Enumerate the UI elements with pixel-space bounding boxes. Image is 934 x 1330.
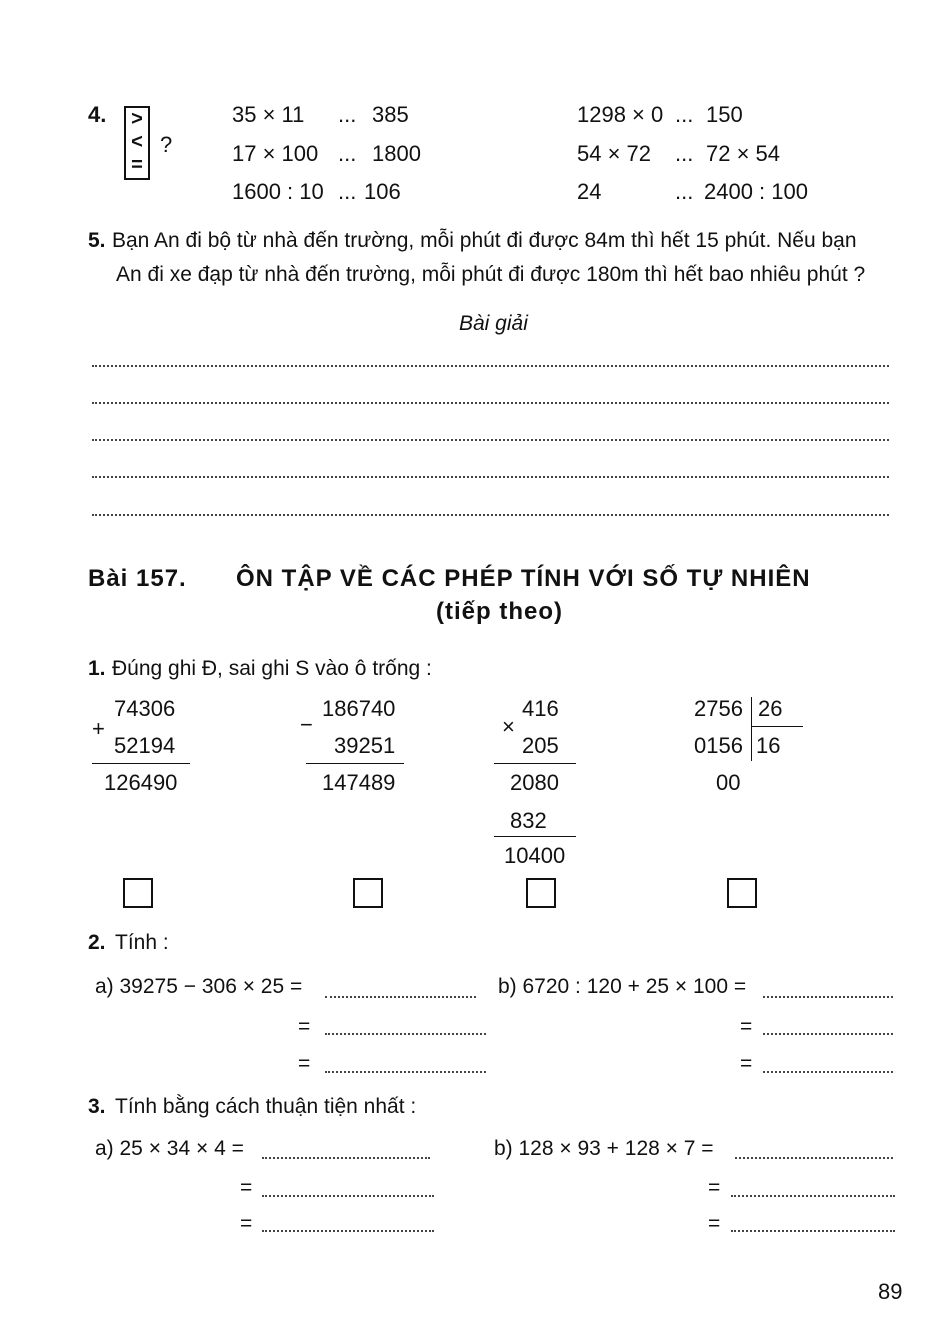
division-step: 0156	[694, 733, 743, 758]
ex4-left-b-2: 1800	[372, 141, 421, 166]
answer-line[interactable]	[92, 365, 889, 367]
ex4-right-b-1: 150	[706, 102, 743, 127]
q2b-answer-line-3[interactable]	[763, 1071, 893, 1073]
q2b-answer-line-2[interactable]	[763, 1033, 893, 1035]
answer-box-multiplication[interactable]	[526, 878, 556, 908]
subtrahend: 39251	[334, 733, 396, 758]
q2b-equals-2: =	[740, 1015, 753, 1038]
subtraction-result: 147489	[322, 770, 396, 795]
q2b-expression: b) 6720 : 120 + 25 × 100 =	[498, 975, 747, 998]
ex4-left-b-3: 106	[364, 179, 401, 204]
divisor: 26	[758, 696, 783, 721]
ex4-right-a-2: 54 × 72	[577, 141, 652, 166]
multiplicand: 416	[522, 696, 559, 721]
partial-product-2: 832	[510, 808, 547, 833]
answer-line[interactable]	[92, 476, 889, 478]
q3b-answer-line-1[interactable]	[735, 1157, 893, 1159]
q2a-expression: a) 39275 − 306 × 25 =	[95, 975, 303, 998]
ex4-right-b-2: 72 × 54	[706, 141, 781, 166]
q3a-equals-2: =	[240, 1176, 253, 1199]
q1-instruction: Đúng ghi Đ, sai ghi S vào ô trống :	[112, 657, 432, 680]
answer-box-subtraction[interactable]	[353, 878, 383, 908]
sign-equal: =	[131, 154, 143, 176]
minus-sign: −	[300, 712, 313, 737]
plus-sign: +	[92, 716, 105, 741]
ex4-right-b-3: 2400 : 100	[704, 179, 808, 204]
q3b-answer-line-2[interactable]	[731, 1195, 895, 1197]
multiplication-rule-1	[494, 763, 576, 764]
page-number: 89	[878, 1279, 903, 1304]
ex4-left-dots-2: ...	[338, 141, 357, 166]
answer-line[interactable]	[92, 514, 889, 516]
ex4-right-a-3: 24	[577, 179, 602, 204]
division-horizontal-rule	[751, 726, 803, 727]
partial-product-1: 2080	[510, 770, 559, 795]
q3b-expression: b) 128 × 93 + 128 × 7 =	[494, 1137, 714, 1160]
q3b-equals-3: =	[708, 1212, 721, 1235]
multiplication-rule-2	[494, 836, 576, 837]
sign-greater: >	[131, 108, 143, 130]
ex4-left-dots-1: ...	[338, 102, 357, 127]
addend-2: 52194	[114, 733, 176, 758]
lesson-number: Bài 157.	[88, 565, 187, 592]
addition-result: 126490	[104, 770, 178, 795]
ex4-left-b-1: 385	[372, 102, 409, 127]
q2-number: 2.	[88, 931, 106, 954]
ex4-right-dots-3: ...	[675, 179, 694, 204]
addend-1: 74306	[114, 696, 176, 721]
ex5-number: 5.	[88, 229, 106, 252]
remainder: 00	[716, 770, 741, 795]
q2b-answer-line-1[interactable]	[763, 996, 893, 998]
q1-number: 1.	[88, 657, 106, 680]
minuend: 186740	[322, 696, 396, 721]
lesson-title: ÔN TẬP VỀ CÁC PHÉP TÍNH VỚI SỐ TỰ NHIÊN	[236, 565, 811, 592]
ex4-number: 4.	[88, 102, 107, 127]
compare-signs-box	[124, 106, 150, 180]
multiplier: 205	[522, 733, 559, 758]
ex4-right-a-1: 1298 × 0	[577, 102, 664, 127]
addition-rule	[92, 763, 190, 764]
q2a-answer-line-3[interactable]	[325, 1071, 486, 1073]
answer-line[interactable]	[92, 402, 889, 404]
q2a-answer-line-2[interactable]	[325, 1033, 486, 1035]
q3a-expression: a) 25 × 34 × 4 =	[95, 1137, 244, 1160]
q2a-answer-line-1[interactable]	[325, 996, 476, 998]
answer-line[interactable]	[92, 439, 889, 441]
q3-instruction: Tính bằng cách thuận tiện nhất :	[115, 1095, 417, 1118]
q2a-equals-2: =	[298, 1015, 311, 1038]
q2b-equals-3: =	[740, 1052, 753, 1075]
q3a-answer-line-3[interactable]	[262, 1230, 434, 1232]
ex5-text-line-2: An đi xe đạp từ nhà đến trường, mỗi phút đi được 180m thì hết bao nhiêu phút ?	[116, 263, 866, 286]
q3b-equals-2: =	[708, 1176, 721, 1199]
quotient: 16	[756, 733, 781, 758]
solution-label: Bài giải	[459, 312, 528, 335]
q2a-equals-3: =	[298, 1052, 311, 1075]
q3b-answer-line-3[interactable]	[731, 1230, 895, 1232]
division-vertical-rule	[751, 697, 752, 761]
answer-box-division[interactable]	[727, 878, 757, 908]
q3-number: 3.	[88, 1095, 106, 1118]
q3a-equals-3: =	[240, 1212, 253, 1235]
dividend: 2756	[694, 696, 743, 721]
answer-box-addition[interactable]	[123, 878, 153, 908]
sign-less: <	[131, 131, 143, 153]
ex4-left-dots-3: ...	[338, 179, 357, 204]
multiplication-result: 10400	[504, 843, 566, 868]
times-sign: ×	[502, 714, 515, 739]
ex4-right-dots-1: ...	[675, 102, 694, 127]
ex4-left-a-3: 1600 : 10	[232, 179, 324, 204]
ex4-right-dots-2: ...	[675, 141, 694, 166]
q2-instruction: Tính :	[115, 931, 169, 954]
ex4-left-a-2: 17 × 100	[232, 141, 319, 166]
ex5-text-line-1: Bạn An đi bộ từ nhà đến trường, mỗi phút đi được 84m thì hết 15 phút. Nếu bạn	[112, 229, 857, 252]
q3a-answer-line-2[interactable]	[262, 1195, 434, 1197]
lesson-subtitle: (tiếp theo)	[436, 598, 563, 625]
ex4-question-mark: ?	[160, 132, 173, 157]
q3a-answer-line-1[interactable]	[262, 1157, 430, 1159]
ex4-left-a-1: 35 × 11	[232, 102, 305, 127]
subtraction-rule	[306, 763, 404, 764]
